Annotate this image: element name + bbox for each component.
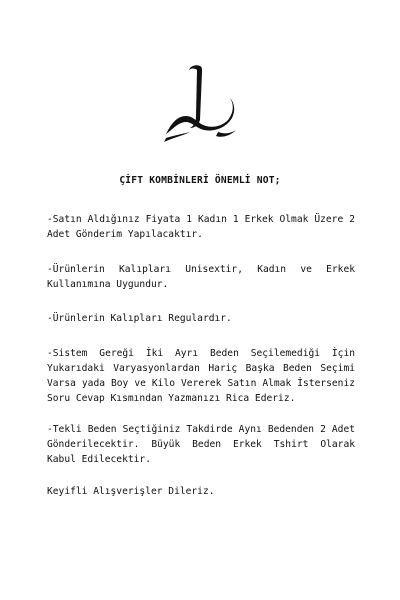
note-text: -Satın Aldığınız Fiyata 1 Kadın 1 Erkek Olmak Üzere 2 Adet Gönderim Yapılacaktır. [47, 214, 355, 240]
note-paragraph [47, 212, 355, 242]
note-paragraph [47, 311, 355, 326]
note-text: -Ürünlerin Kalıpları Unisextir, Kadın ve Erkek Kullanımına Uygundur. [47, 264, 355, 290]
note-text: -Tekli Beden Seçtiğiniz Takdirde Aynı Bedenden 2 Adet Gönderilecektir. Büyük Beden Erkek Tshirt Olarak Kabul Edilecektir. [47, 424, 355, 465]
note-text: -Sistem Gereği İki Ayrı Beden Seçilemediği İçin Yukarıdaki Varyasyonlardan Hariç Başka Beden Seçimi Varsa yada Boy ve Kilo Vererek Satın Almak İsterseniz Soru Cevap Kısmından Yazmanızı Rica Ederiz. [47, 348, 355, 404]
closing-text [47, 484, 355, 499]
note-text: -Ürünlerin Kalıpları Regulardır. [47, 313, 232, 324]
closing-line: Keyifli Alışverişler Dileriz. [47, 486, 215, 497]
notice-heading: ÇİFT KOMBİNLERİ ÖNEMLİ NOT; [119, 175, 281, 186]
note-paragraph [47, 262, 355, 292]
note-paragraph [47, 346, 355, 406]
calligraphic-l-icon [160, 60, 244, 144]
note-paragraph [47, 422, 355, 467]
brand-logo-icon [160, 60, 244, 144]
